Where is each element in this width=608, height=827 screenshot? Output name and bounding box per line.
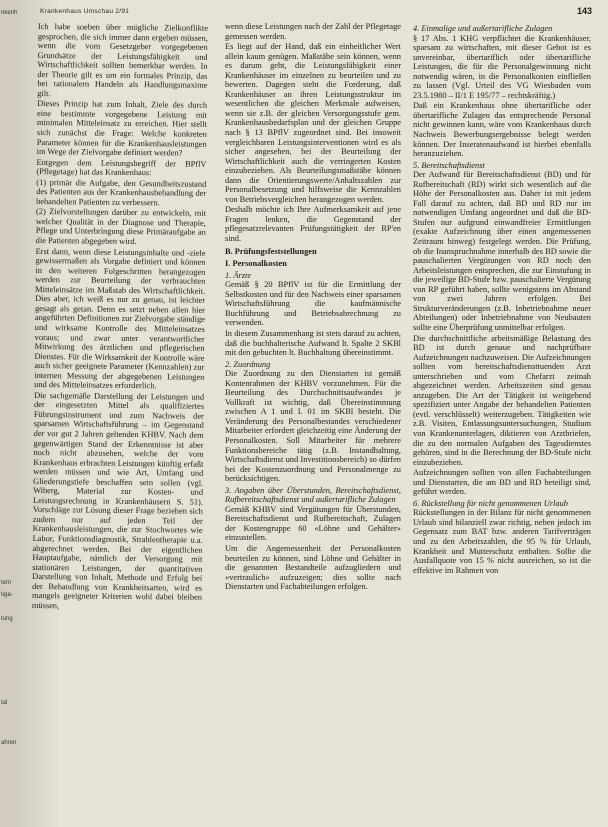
text-column-right <box>413 22 591 822</box>
page-header <box>30 6 596 20</box>
text-column-middle <box>225 22 401 822</box>
paragraph: § 17 Abs. 1 KHG verpflichtet die Krankenhäuser, sparsam zu wirtschaften, mit dieser Gebot ist es unvereinbar, übertariflich oder übertarifliche Leistungen, die für die Personalgewinnung nicht notwendig wären, in die Personalkosten einfließen zu lassen (Vgl. Urteil des VG Wiesbaden vom 23.5.1980 – II/1 E 195/77 – rechtskräftig.) <box>413 33 591 100</box>
margin-fragment: ahren <box>1 740 17 746</box>
paragraph: Entgegen dem Leistungsbegriff der BPflV (Pflegetage) hat das Krankenhaus: <box>36 157 207 178</box>
section-heading: B. Prüfungsfeststellungen <box>225 246 317 256</box>
paragraph: In diesem Zusammenhang ist stets darauf zu achten, daß die buchhalterische Aufwand lt. Spalte 2 SKBl mit den gebuchten lt. Buchhaltung übereinstimmt. <box>225 328 401 358</box>
paragraph: Rückstellungen in der Bilanz für nicht genommenen Urlaub sind bilanziell zwar richtig, neben jedoch im Gegensatz zum BAT bzw. anderen Tarifverträgen und zu den Arbeitszahlen, die 95 % für Urlaub, Krankheit und Mutterschutz enthalten. Sollte die Ausfallquote von 15 % nicht ausreichen, so ist die effektive im Rahmen von <box>413 508 591 575</box>
running-head: Krankenhaus Umschau 2/91 <box>40 8 130 15</box>
margin-fragment: tung <box>1 616 13 622</box>
subsection-heading: 3. Angaben über Überstunden, Bereitschaftsdienst, Rufbereitschaftsdienst und außertarifliche Zulagen <box>225 485 401 505</box>
subsection-heading: 2. Zuordnung <box>225 359 271 369</box>
paragraph: Die Zuordnung zu den Dienstarten ist gemäß Kontenrahmen der KHBV vorzunehmen. Für die Beurteilung des Durchschnittsaufwandes je Vollkraft ist wichtig, daß Übereinstimmung zwischen A 1 und I. 01 im SKBl besteht. Die Veränderung des Personalbestandes verschiedener Mitarbeiter erfordert gleichzeitig eine Änderung der Personalkosten. Soll Mitarbeiter für mehrere Funktionsbereiche tätig (z.B. Instandhaltung, Wirtschaftsdienst und Investitionsbereich) so dürfen bei der Kostenzuordnung und Personalmenge zu berücksichtigen. <box>225 369 401 484</box>
paragraph: Ich habe soeben über mögliche Zielkonflikte gesprochen, die sich immer dann ergeben müssen, wenn die vom Gesetzgeber vorgegebenen Grundsätze der Leistungsfähigkeit und Wirtschaftlichkeit sollten bemerkbar werden. In der Theorie gilt es um ein formales Prinzip, das bei rationalem Handeln als Handlungsmaxime gilt. <box>37 22 208 98</box>
paragraph: Dieses Prinzip hat zum Inhalt, Ziele des durch eine bestimmte vorgegebene Leistung mit minimalen Mitteleinsatz zu erreichen. Hier stellt sich zunächst die Frage: Welche konkreten Parameter können für die Krankenhausleistungen im Wege der Zielvorgabe definiert werden? <box>36 99 208 158</box>
section-heading: I. Personalkosten <box>225 259 287 269</box>
paragraph: Um die Angemessenheit der Personalkosten beurteilen zu können, sind Löhne und Gehälter in die genannten Bestandteile aufzugliedern und «vertraulich» aufzuzeigen; dies sollte nach Dienstarten und Fachabteilungen erfolgen. <box>225 543 401 592</box>
paragraph: Gemäß § 20 BPflV ist für die Ermittlung der Selbstkosten und für den Nachweis einer sparsamen Wirtschaftsführung die kaufmännische Buchführung und Betriebsabrechnung zu verwenden. <box>225 280 401 328</box>
margin-fragment: tal <box>1 700 8 706</box>
margin-fragment: tiga- <box>1 592 13 598</box>
margin-fragment: tern <box>1 580 12 586</box>
paragraph: wenn diese Leistungen nach der Zahl der Pflegetage gemessen werden. <box>225 22 401 41</box>
subsection-heading: 4. Einmalige und außertarifliche Zulagen <box>413 24 553 33</box>
text-column-left <box>30 22 208 824</box>
paragraph: Gemäß KHBV sind Vergütungen für Überstunden, Bereitschaftsdienst und Rufbereitschaft, Zulagen der Kostengruppe 60 «Löhne und Gehälter» einzustellen. <box>225 504 401 543</box>
paragraph: Es liegt auf der Hand, daß ein einheitlicher Wert allein kaum genügen. Maßstäbe sein können, wenn es darum geht, die Leistungsfähigkeit einer Krankenhäuser im einzelnen zu beurteilen und zu bewerten. Dagegen steht die Forderung, daß Krankenhäuser an ihren Leistungsstruktur im wesentlichen die gleichen Merkmale aufweisen, wenn sie z.B. der gleichen Versorgungsstufe gem. Krankenhausbedarfsplan und der gleichen Gruppe nach § 13 BPflV zugeordnet sind. Bei insoweit vergleichbaren Leistungsinterventionen wird es als sicher angesehen, bei der Beurteilung der Wirtschaftlichkeit auch die verringerten Kosten einzubeziehen. Als Beurteilungsmaßstäbe können dann die Orientierungswerte/Anhaltszahlen zur Personalbesetzung und hilfsweise die Kennzahlen von Betriebsvergleichen herangezogen werden. <box>225 42 401 204</box>
paragraph: Die durchschnittliche arbeitsmäßige Belastung des BD ist durch genaue und nachprüfbare Aufzeichnungen nachzuweisen. Die Aufzeichnungen sollten vom bereitschaftsdiensttuenden Arzt unterschrieben und vom Chefarzt zeitnah abgezeichnet werden. Arbeitszeiten sind genau anzugeben. Die Art der Tätigkeit ist weitgehend spezifiziert unter Angabe der behandelten Patienten (evtl. verschlüsselt) weiterzugeben. Tätigkeiten wie z.B. Visiten, Entlassungsuntersuchungen, Studium von Krankenunterlagen, diktieren von Arztbriefen, die zu den normalen Aufgaben des Tagesdienstes gehören, sind in die Berechnung der BD-Stufe nicht einzubeziehen. <box>413 333 591 467</box>
paragraph: Erst dann, wenn diese Leistungsinhalte und -ziele gewissermaßen als Vorgabe definiert und können in den weiteren Folgeschritten herangezogen werden zur Beurteilung der verbrauchten Mitteleinsätze im Maßstab des Wirtschaftlichkeit. Dies aber, ich weiß es nur zu genau, ist leichter gesagt als getan. Denn es setzt neben allen hier angeführten Definitionen zur Zielvorgabe ständige und wirksame Kontrolle des Mitteleinsatzes voraus; und zwar unter verantwortlicher Mitwirkung des ärztlichen und pflegerischen Dienstes. Für die Wirksamkeit der Kontrolle wäre auch sicher geeignete Parameter (Kennzahlen) zur internen Messung der abgegebenen Leistungen und des Mitteleinsatzes erforderlich. <box>34 246 206 391</box>
subsection-heading: 1. Ärzte <box>225 270 252 280</box>
paragraph: (1) primär die Aufgabe, den Gesundheitszustand des Patienten aus der Krankenhausbehandlung der behandelten Patienten zu verbessern. <box>36 177 207 208</box>
paragraph: Die sachgemäße Darstellung der Leistungen und der eingesetzten Mittel als qualifiziertes Führungsinstrument und zum Nachweis der sparsamen Wirtschaftsführung – im Gegenstand der vor gut 2 Jahren geltenden KHBV. Nach dem gegenwärtigen Stand der Erkenntnisse ist aber noch nicht abzusehen, welche der vom Krankenhaus erbrachten Leistungen künftig erfaßt werden müssen und wie Art, Umfang und Gliederungstiefe beschaffen sein sollen (vgl. Wiberg, Material zur Kosten- und Leistungsrechnung in Krankenhäusern S. 51). Vorschläge zur Lösung dieser Frage beziehen sich zudem nur auf jeden Teil der Krankenhausleistungen, die zur Stochwortes wie Labor, Funktionsdiagnostik, Strahlentherapie u.a. abgerechnet werden. Bei der eigentlichen Hauptaufgabe, nämlich der Versorgung mit stationären Leistungen, der quantitativen Darstellung von Inhalt, Methode und Erfolg bei der Behandlung von Krankheitsarten, wird es mangels geeigneter Kriterien wohl dabei bleiben müssen, <box>31 390 205 611</box>
subsection-heading: 5. Bereitschaftsdienst <box>413 160 485 170</box>
subsection-heading: 6. Rückstellung für nicht genommenen Urlaub <box>413 498 568 508</box>
paragraph: Der Aufwand für Bereitschaftsdienst (BD) und für Rufbereitschaft (RD) wirkt sich wesentlich auf die Höhe der Personalkosten aus. Daher ist mit jedem Fall darauf zu achten, daß BD und RD nur im notwendigen Umfang angeordnet und daß die BD-Stufen nur aufgrund einwandfreier Ermittlungen (exakte Aufzeichnung über einen angemessenen Zeitraum hinweg) festgelegt werden. Die Prüfung, ob die Inanspruchnahme innerhalb des BD sowie die pauschalierten Vergütungen von RD noch den Arbeitsleistungen entsprechen, die zur Einstufung in die jeweilige BD-Stufe bzw. pauschalierte Vergütung von RP geführt haben, sollte wenigstens im Abstand von zwei Jahren erfolgen. Bei Strukturveränderungen (z.B. Inbetriebnahme neuer Abteilungen) oder Inbetriebnahme von Neubauten sollte eine Überprüfung unmittelbar erfolgen. <box>413 170 591 332</box>
margin-fragment: nkenh <box>1 10 18 16</box>
paragraph: (2) Zielvorstellungen darüber zu entwickeln, mit welcher Qualität in der Diagnose und Therapie, Pflege und Unterbringung diese Primäraufgabe an die Patienten abgegeben wird. <box>35 207 207 247</box>
paragraph: Deshalb möchte ich Ihre Aufmerksamkeit auf jene Fragen lenken, die Gegenstand der pflegesatzrelevanten Prüfungstätigkeit der RP'en sind. <box>225 205 401 244</box>
paragraph: Aufzeichnungen sollten von allen Fachabteilungen und Dienstarten, die am BD und RD beteiligt sind, geführt werden. <box>413 468 591 497</box>
page-number: 143 <box>576 6 592 16</box>
paragraph: Daß ein Krankenhaus ohne übertarifliche oder übertarifliche Zulagen das entsprechende Personal nicht gewinnen kann, wäre vom Krankenhaus durch Nachweis Bewerbungsergebnisse belegt werden können. Der Inseratenaufwand ist hierbei ebenfalls heranzuziehen. <box>413 101 591 159</box>
